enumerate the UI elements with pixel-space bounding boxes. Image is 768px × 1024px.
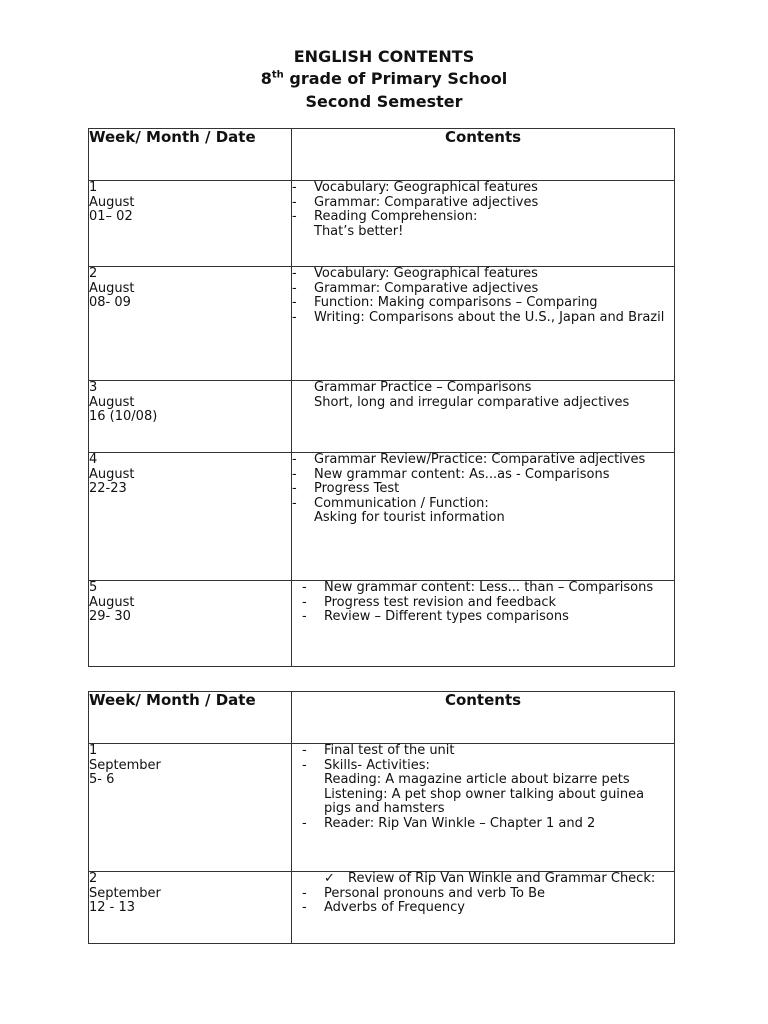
week-number: 3 <box>89 380 98 395</box>
list-item: - Grammar: Comparative adjectives <box>292 282 674 297</box>
list-item: - Communication / Function: Asking for tourist information <box>292 497 674 526</box>
grade-suffix: th <box>271 69 284 81</box>
list-item: - Adverbs of Frequency <box>302 901 674 916</box>
list-item: - Function: Making comparisons – Comparing <box>292 296 674 311</box>
list-item: - Grammar Review/Practice: Comparative adjectives <box>292 453 674 468</box>
date-range: 16 (10/08) <box>89 409 158 424</box>
week-cell <box>89 872 292 944</box>
week-cell <box>89 744 292 872</box>
list-item: - Progress test revision and feedback <box>302 596 674 611</box>
contents-cell <box>292 744 675 872</box>
contents-cell <box>292 872 675 944</box>
week-number: 1 <box>89 743 98 758</box>
month: August <box>89 194 135 210</box>
table-row <box>89 267 675 381</box>
list-item: - Vocabulary: Geographical features <box>292 181 674 196</box>
list-item: - Vocabulary: Geographical features <box>292 267 674 282</box>
september-schedule-table <box>88 691 675 944</box>
month: August <box>89 594 135 610</box>
week-cell <box>89 381 292 453</box>
contents-cell <box>292 267 675 381</box>
contents-list <box>292 453 674 526</box>
list-item: - Review – Different types comparisons <box>302 610 674 625</box>
week-number: 4 <box>89 452 98 467</box>
list-item: - New grammar content: As...as - Comparisons <box>292 468 674 483</box>
list-item: - Grammar: Comparative adjectives <box>292 196 674 211</box>
table-row <box>89 581 675 667</box>
list-item: - Reading Comprehension: That’s better! <box>292 210 674 239</box>
function-detail: Asking for tourist information <box>314 510 505 525</box>
table-header-row <box>89 129 675 181</box>
contents-list <box>302 581 674 625</box>
reading-title: That’s better! <box>314 223 404 239</box>
date-range: 22-23 <box>89 481 127 496</box>
list-item: - Final test of the unit <box>302 744 674 759</box>
table-row <box>89 181 675 267</box>
month: August <box>89 280 135 296</box>
contents-column-header: Contents <box>292 129 675 181</box>
list-item: - Skills- Activities: Reading: A magazine article about bizarre pets Listening: A pet shop owner talking about guinea pigs and hamsters <box>302 759 674 817</box>
list-item: - Personal pronouns and verb To Be <box>302 887 674 902</box>
contents-list <box>292 267 674 325</box>
checked-item: ✓ Review of Rip Van Winkle and Grammar Check: <box>302 872 674 887</box>
week-cell <box>89 453 292 581</box>
week-number: 2 <box>89 871 98 886</box>
contents-line: Grammar Practice – Comparisons <box>314 380 532 395</box>
list-item: - Progress Test <box>292 482 674 497</box>
contents-list <box>302 872 674 916</box>
contents-cell <box>292 381 675 453</box>
date-range: 5- 6 <box>89 772 115 787</box>
week-cell <box>89 267 292 381</box>
month: August <box>89 394 135 410</box>
month: September <box>89 757 161 773</box>
contents-line: Short, long and irregular comparative adjectives <box>314 394 630 410</box>
document-title: ENGLISH CONTENTS <box>293 47 475 66</box>
grade-number: 8 <box>260 69 272 88</box>
reading-activity: Reading: A magazine article about bizarre pets <box>324 772 630 787</box>
table-row <box>89 744 675 872</box>
table-row <box>89 453 675 581</box>
month: August <box>89 466 135 482</box>
list-item: - Reader: Rip Van Winkle – Chapter 1 and 2 <box>302 817 674 832</box>
august-schedule-table <box>88 128 675 667</box>
date-range: 12 - 13 <box>89 900 136 915</box>
grade-heading <box>0 68 768 90</box>
date-range: 01– 02 <box>89 209 133 224</box>
date-range: 08- 09 <box>89 295 131 310</box>
date-range: 29- 30 <box>89 609 131 624</box>
week-column-header: Week/ Month / Date <box>89 129 292 181</box>
contents-list <box>302 744 674 831</box>
contents-column-header: Contents <box>292 692 675 744</box>
listening-activity: Listening: A pet shop owner talking about guinea pigs and hamsters <box>324 786 645 816</box>
week-column-header: Week/ Month / Date <box>89 692 292 744</box>
list-item: - Writing: Comparisons about the U.S., Japan and Brazil <box>292 311 674 326</box>
contents-cell <box>292 581 675 667</box>
month: September <box>89 885 161 901</box>
week-number: 5 <box>89 580 98 595</box>
table-row <box>89 381 675 453</box>
week-cell <box>89 181 292 267</box>
semester-heading: Second Semester <box>305 92 463 111</box>
list-item: - New grammar content: Less... than – Comparisons <box>302 581 674 596</box>
contents-list <box>292 181 674 239</box>
week-number: 2 <box>89 266 98 281</box>
contents-cell <box>292 453 675 581</box>
table-header-row <box>89 692 675 744</box>
table-row <box>89 872 675 944</box>
grade-text: grade of Primary School <box>283 69 508 88</box>
week-number: 1 <box>89 180 98 195</box>
week-cell <box>89 581 292 667</box>
contents-cell <box>292 181 675 267</box>
